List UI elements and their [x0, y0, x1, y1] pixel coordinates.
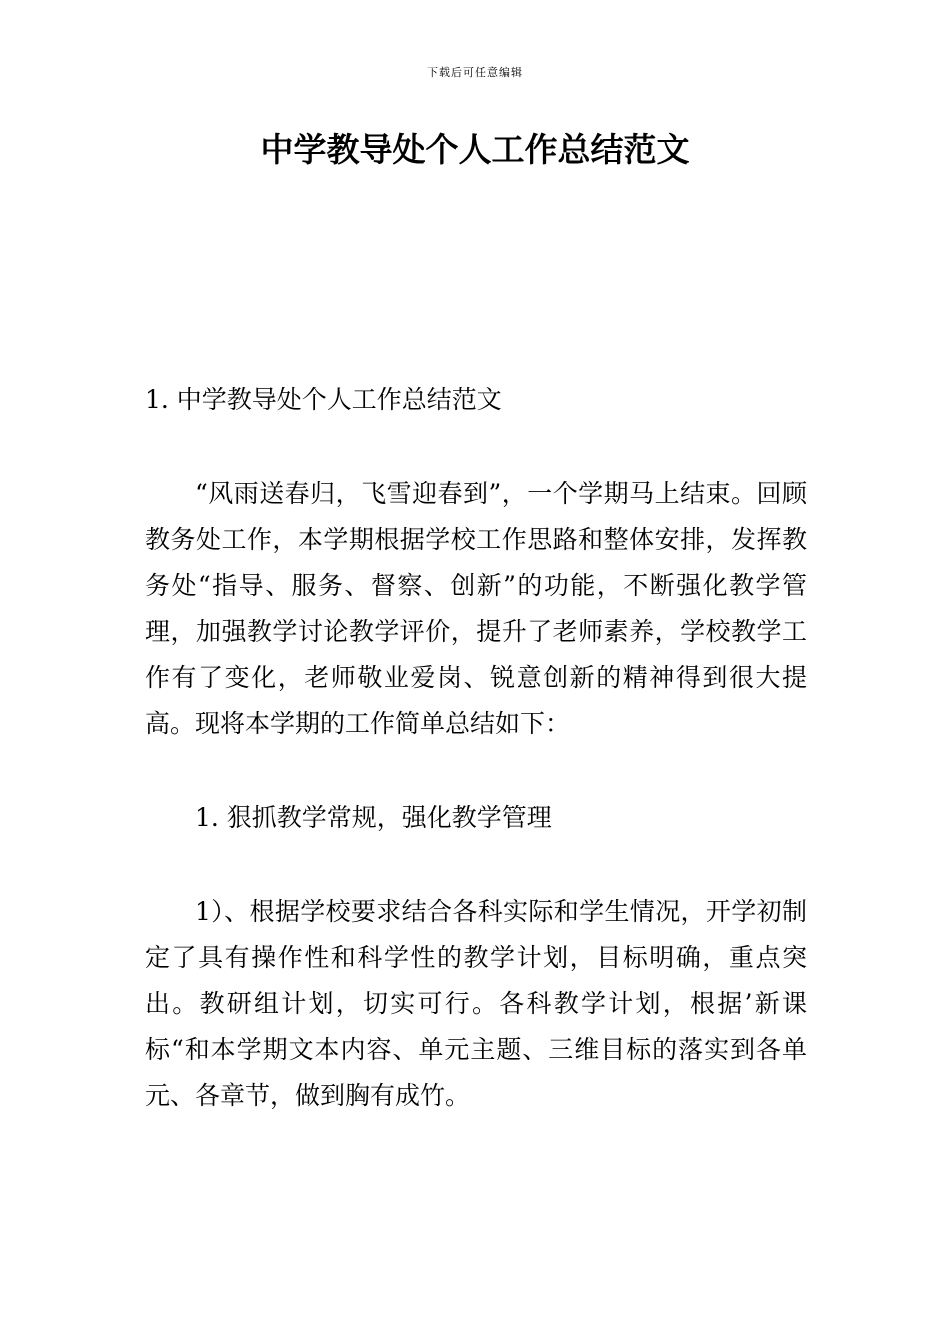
section-heading: 1. 中学教导处个人工作总结范文	[145, 385, 502, 414]
document-title: 中学教导处个人工作总结范文	[260, 130, 690, 169]
body-paragraph: 1）、根据学校要求结合各科实际和学生情况，开学初制定了具有操作性和科学性的教学计划，目标明确，重点突出。教研组计划，切实可行。各科教学计划，根据’新课标“和本学期文本内容、单元主题、三维目标的落实到各单元、各章节，做到胸有成竹。	[145, 897, 807, 1110]
sub-heading: 1. 狠抓教学常规，强化教学管理	[195, 803, 552, 832]
page-header-note: 下载后可任意编辑	[427, 66, 523, 79]
document-body	[145, 377, 807, 1119]
intro-paragraph: “风雨送春归，飞雪迎春到”，一个学期马上结束。回顾教务处工作，本学期根据学校工作思路和整体安排，发挥教务处“指导、服务、督察、创新”的功能，不断强化教学管理，加强教学讨论教学评价，提升了老师素养，学校教学工作有了变化，老师敬业爱岗、锐意创新的精神得到很大提高。现将本学期的工作简单总结如下：	[145, 479, 807, 738]
